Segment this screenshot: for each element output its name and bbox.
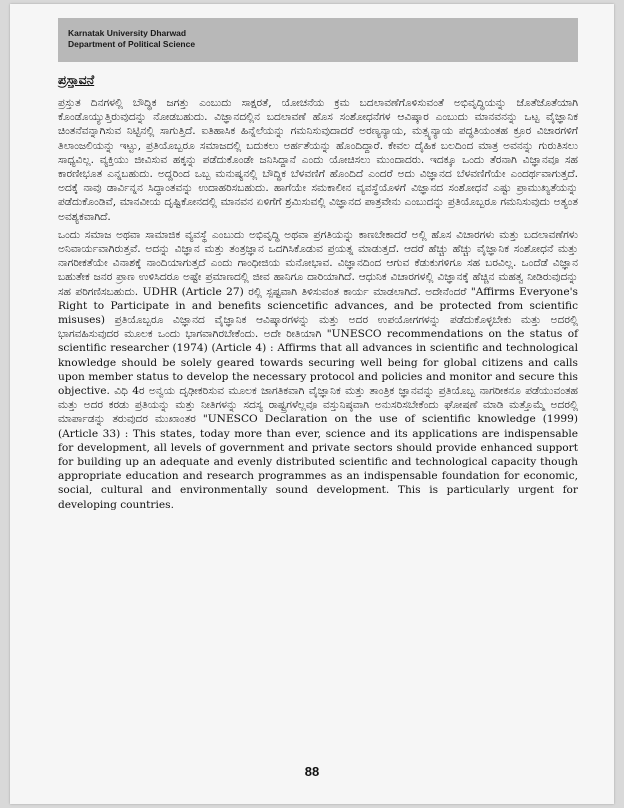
header-text: [68, 28, 195, 50]
paragraph-introduction: ಪ್ರಸ್ತುತ ದಿನಗಳಲ್ಲಿ ಬೌದ್ಧಿಕ ಜಗತ್ತು ಎಂಬುದು ಸಾಕ್ಷರತೆ, ಯೋಚನೆಯ ಕ್ರಮ ಬದಲಾವಣೆಗೊಳಿಸುವಂತೆ ಅಭಿವೃದ್ಧಿಯನ್ನು ಜೊತೆಜೊತೆಯಾಗಿ ಕೊಂಡೊಯ್ಯುತ್ತಿರುವುದನ್ನು ನೋಡಬಹುದು. ವಿಜ್ಞಾನದಲ್ಲಿನ ಬದಲಾವಣೆ ಹೊಸ ಸಂಶೋಧನೆಗಳ ಆವಿಷ್ಕಾರ ಎಂಬುದು ಮಾನವನನ್ನು ಒಟ್ಟ ವೈಜ್ಞಾನಿಕ ಚಿಂತನೆವನ್ನಾಗಿಸುವ ನಿಟ್ಟಿನಲ್ಲಿ ಸಾಗುತ್ತಿದೆ. ಐತಿಹಾಸಿಕ ಹಿನ್ನೆಲೆಯನ್ನು ಗಮನಿಸುವುದಾದರೆ ಅರಣ್ಯನ್ಯಾಯ, ಮತ್ಸ್ಯನ್ಯಾಯ ಪದ್ಧತಿಯಂತಹ ಕ್ರೂರ ವಿಚಾರಗಳಿಗೆ ತಿಲಾಂಜಲಿಯನ್ನು ಇಟ್ಟು, ಪ್ರತಿಯೊಬ್ಬರೂ ಸಮಾಜದಲ್ಲಿ ಬದುಕಲು ಅರ್ಹತೆಯನ್ನು ಹೊಂದಿದ್ದಾರೆ. ಕೇವಲ ದೈಹಿಕ ಬಲದಿಂದ ಮಾತ್ರ ಅವನನ್ನು ಗುರುತಿಸಲು ಸಾಧ್ಯವಿಲ್ಲ. ವ್ಯಕ್ತಿಯು ಜೀವಿಸುವ ಹಕ್ಕನ್ನು ಪಡೆದುಕೊಂಡೇ ಜನಿಸಿದ್ದಾನೆ ಎಂದು ಯೋಚಿಸಲು ಮುಂದಾದರು. ಇದಕ್ಕೂ ಒಂದು ತೆರನಾಗಿ ವಿಜ್ಞಾನವೂ ಸಹ ಕಾರಣೀಭೂತ ಎನ್ನಬಹುದು. ಅದ್ದರಿಂದ ಒಬ್ಬ ಮನುಷ್ಯನಲ್ಲಿ ಬೌದ್ಧಿಕ ಬೆಳವಣಿಗೆ ಹೊಂದಿದೆ ಎಂದರೆ ಅದು ವಿಜ್ಞಾನದ ಬೆಳವಣಿಗೆಯೇ ಎಂದರ್ಥವಾಗುತ್ತದೆ. ಅದಕ್ಕೆ ನಾವು ಡಾರ್ವಿನ್ನನ ಸಿದ್ಧಾಂತವನ್ನು ಉದಾಹರಿಸಬಹುದು. ಹಾಗೆಯೇ ಸಮಕಾಲೀನ ವ್ಯವಸ್ಥೆಯೊಳಗೆ ವಿಜ್ಞಾನದ ಸಂಶೋಧನೆ ಎಷ್ಟು ಪ್ರಾಮುಖ್ಯತೆಯನ್ನು ಪಡೆದುಕೊಂಡಿವೆ, ಮಾನವೀಯ ದೃಷ್ಟಿಕೋನದಲ್ಲಿ ಮಾನವನ ಏಳಿಗೆಗೆ ಶ್ರಮಿಸುವಲ್ಲಿ ವಿಜ್ಞಾನದ ಪಾತ್ರವೇನು ಎಂಬುದನ್ನು ಪ್ರತಿಯೊಬ್ಬರೂ ಗಮನಿಸುವುದು ಅತ್ಯಂತ ಅವಶ್ಯಕವಾಗಿದೆ.: [58, 97, 578, 223]
page-content: [58, 72, 578, 516]
page-number: 88: [304, 764, 320, 779]
section-heading: ಪ್ರಸ್ತಾವನೆ: [58, 72, 95, 87]
department-name: Department of Political Science: [68, 39, 196, 49]
header-bar: [58, 18, 578, 62]
document-page: [10, 4, 614, 804]
university-name: Karnatak University Dharwad: [68, 28, 187, 38]
paragraph-science-society: ಒಂದು ಸಮಾಜ ಅಥವಾ ಸಾಮಾಜಿಕ ವ್ಯವಸ್ಥೆ ಎಂಬುದು ಅಭಿವೃದ್ಧಿ ಅಥವಾ ಪ್ರಗತಿಯನ್ನು ಕಾಣಬೇಕಾದರೆ ಅಲ್ಲಿ ಹೊಸ ವಿಚಾರಗಳು ಮತ್ತು ಬದಲಾವಣೆಗಳು ಅನಿವಾರ್ಯವಾಗಿರುತ್ತವೆ. ಅದನ್ನು ವಿಜ್ಞಾನ ಮತ್ತು ತಂತ್ರಜ್ಞಾನ ಒದಗಿಸಿಕೊಡುವ ಪ್ರಯತ್ನ ಮಾಡುತ್ತದೆ. ಆದರೆ ಹೆಚ್ಚು ಹೆಚ್ಚು ವೈಜ್ಞಾನಿಕ ಸಂಶೋಧನೆ ಮತ್ತು ನಾಗರೀಕತೆಯೇ ವಿನಾಶಕ್ಕೆ ನಾಂದಿಯಾಗುತ್ತದೆ ಎಂದು ಗಾಂಧೀಜಿಯ ಮನೋಭಾವ. ವಿಜ್ಞಾನದಿಂದ ಆಗುವ ಕೆಡುಕುಗಳಿಗೂ ಸಹ ಬರವಿಲ್ಲ. ಒಂದೆಡೆ ವಿಜ್ಞಾನ ಬಹುತೇಕ ಜನರ ಪ್ರಾಣ ಉಳಿಸಿದರೂ ಅಷ್ಟೇ ಪ್ರಮಾಣದಲ್ಲಿ ಜೀವ ಹಾನಿಗೂ ದಾರಿಯಾಗಿದೆ. ಆಧುನಿಕ ವಿಚಾರಗಳಲ್ಲಿ ವಿಜ್ಞಾನಕ್ಕೆ ಹೆಚ್ಚಿನ ಮಹತ್ವ ನೀಡಿರುವುದನ್ನು ಸಹ ಪರಿಗಣಿಸಬಹುದು. UDHR (Article 27) ರಲ್ಲಿ ಸ್ಪಷ್ಟವಾಗಿ ತಿಳಿಸುವಂತ ಕಾರ್ಯ ಮಾಡಲಾಗಿದೆ. ಅದೇನೆಂದರೆ "Affirms Everyone's Right to Participate in and benefits sciencetific advances, and be protected from scientific misuses) ಪ್ರತಿಯೊಬ್ಬರೂ ವಿಜ್ಞಾನದ ವೈಜ್ಞಾನಿಕ ಆವಿಷ್ಕಾರಗಳನ್ನು ಮತ್ತು ಅದರ ಉಪಯೋಗಗಳನ್ನು ಪಡೆದುಕೊಳ್ಳಬೇಕು ಮತ್ತು ಅದರಲ್ಲಿ ಭಾಗವಹಿಸುವುದರ ಮೂಲಕ ಒಂದು ಭಾಗವಾಗಿರಬೇಕೆಂದು. ಅದೇ ರೀತಿಯಾಗಿ "UNESCO recommendations on the status of scientific researcher (1974) (Article 4) : Affirms that all advances in scientific and technological knowledge should be solely geared towards securing well being for global citizens and calls upon member status to develop the necessary protocol and policies and monitor and secure this objective. ವಿಧಿ 4ರ ಅನ್ವಯ ದೃಢೀಕರಿಸುವ ಮೂಲಕ ಜಾಗತಿಕವಾಗಿ ವೈಜ್ಞಾನಿಕ ಮತ್ತು ತಾಂತ್ರಿಕ ಜ್ಞಾನವನ್ನು ಪ್ರತಿಯೊಬ್ಬ ನಾಗರೀಕನೂ ಪಡೆಯುವಂತಹ ಮತ್ತು ಅದರ ಕರಡು ಪ್ರತಿಯನ್ನು ಮತ್ತು ನೀತಿಗಳನ್ನು ಸದಸ್ಯ ರಾಷ್ಟ್ರಗಳೆಲ್ಲವೂ ವಸ್ತುನಿಷ್ಠವಾಗಿ ಅನುಸರಿಸಬೇಕೆಂದು ಘೋಷಣೆ ಮಾಡಿ ಮತ್ತೊಮ್ಮೆ ಅದರಲ್ಲಿ ಮಾರ್ಪಾಡನ್ನು ತರುವುದರ ಮುಖಾಂತರ "UNESCO Declaration on the use of scientific knowledge (1999) (Article 33) : This states, today more than ever, science and its applications are indispensable for development, all levels of government and private sectors should provide enhanced support for building up an adequate and evenly distributed scientific and technological capacity though appropriate education and research programmes as an indispensable foundation for economic, social, cultural and environmentally sound development. This is particularly urgent for developing countries.: [58, 228, 578, 511]
